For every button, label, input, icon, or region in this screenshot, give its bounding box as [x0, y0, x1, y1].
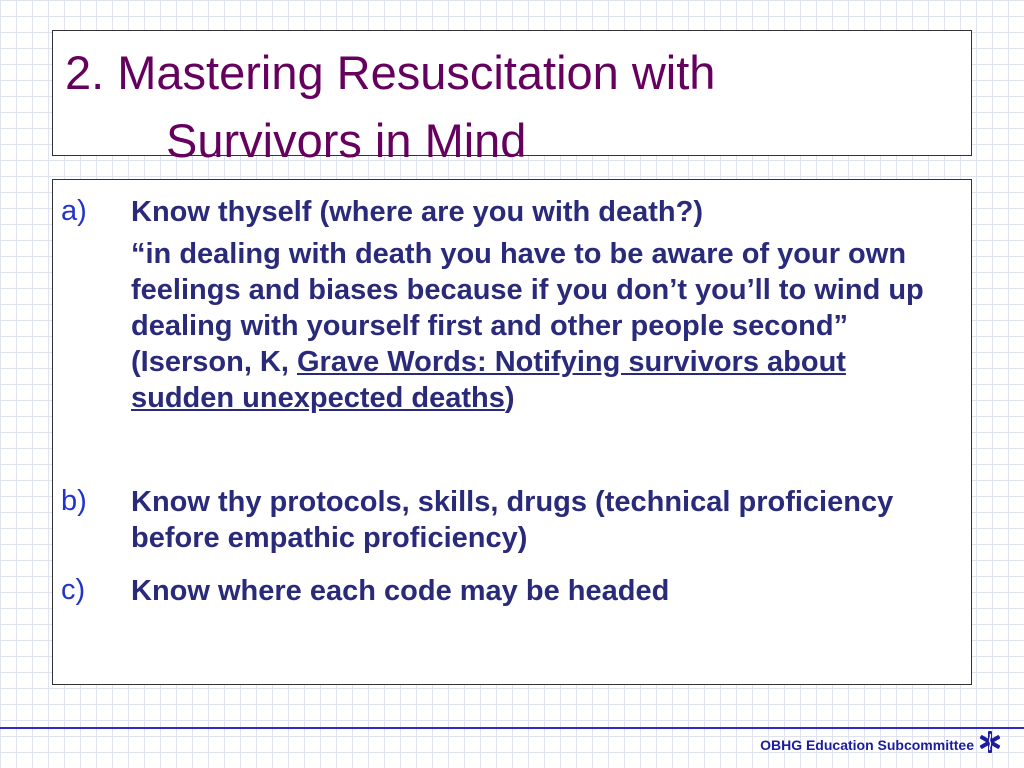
quote-body: “in dealing with death you have to be aware of your own feelings and biases because if you don’t you’ll to wind up dealing with yourself first and other people second” (Iserson, K,: [131, 238, 924, 378]
footer-text: OBHG Education Subcommittee: [760, 737, 974, 753]
slide-title-line-2: Survivors in Mind: [166, 114, 527, 167]
footer-divider: [0, 727, 1024, 729]
star-of-life-icon: [978, 730, 1002, 754]
list-marker-a: a): [61, 195, 87, 227]
citation-close: ): [504, 382, 515, 414]
list-item-a-text: Know thyself (where are you with death?): [131, 196, 704, 228]
quote-text: [131, 236, 951, 416]
list-marker-c: c): [61, 574, 86, 606]
list-item-b-text: Know thy protocols, skills, drugs (technical proficiency before empathic proficiency): [131, 486, 894, 554]
slide-title-line-1: 2. Mastering Resuscitation with: [65, 46, 716, 99]
list-item-c-text: Know where each code may be headed: [131, 575, 670, 607]
title-box: [52, 30, 972, 167]
list-marker-b: b): [61, 485, 87, 517]
content-box: [52, 179, 972, 685]
citation-title: Grave Words: Notifying survivors about sudden unexpected deaths: [131, 346, 846, 414]
